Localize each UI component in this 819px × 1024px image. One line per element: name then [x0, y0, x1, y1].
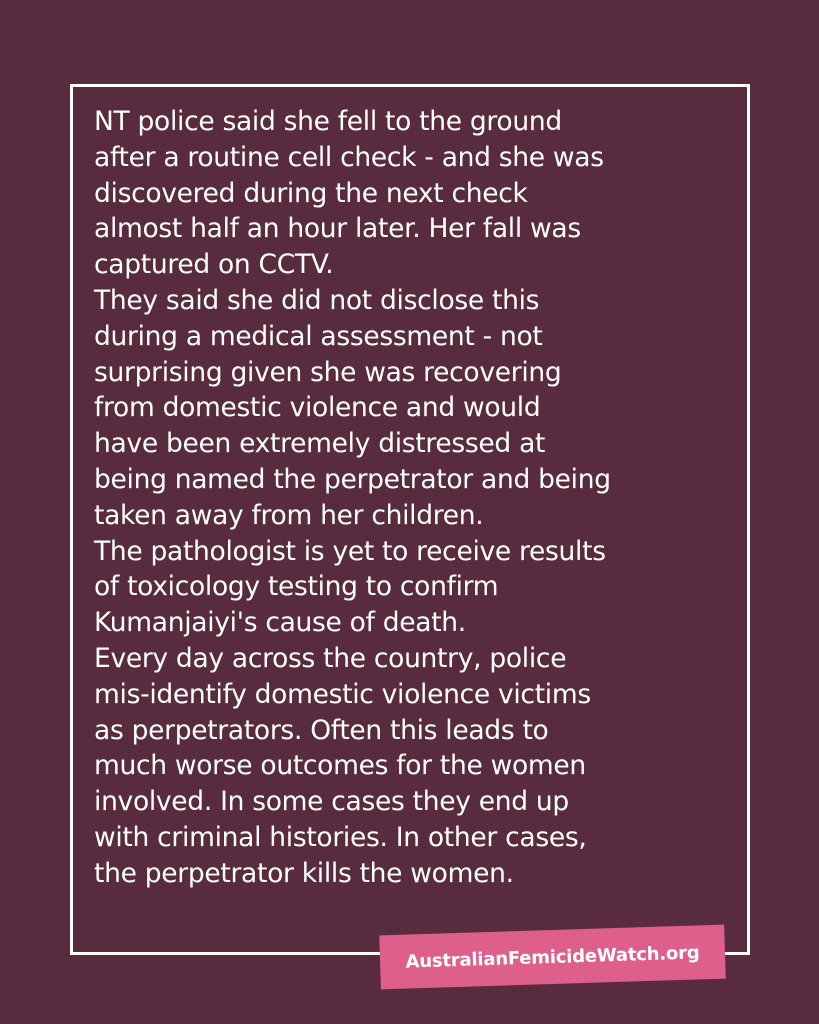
paragraph-3: The pathologist is yet to receive results of toxicology testing to confirm Kumanjaiyi's cause of death. — [94, 535, 606, 639]
website-badge — [379, 925, 726, 990]
paragraph-2: They said she did not disclose this during a medical assessment - not surprising given she was recovering from domestic violence and would have been extremely distressed at being named the perpetrator and being taken away from her children. — [94, 284, 611, 531]
paragraph-1: NT police said she fell to the ground after a routine cell check - and she was discovered during the next check almost half an hour later. Her fall was captured on CCTV. — [94, 106, 604, 281]
website-badge-label: AustralianFemicideWatch.org — [405, 941, 700, 973]
paragraph-4: Every day across the country, police mis-identify domestic violence victims as perpetrators. Often this leads to much worse outcomes for the women involved. In some cases they end up with criminal histories. In other cases, the perpetrator kills the women. — [94, 642, 591, 889]
article-text — [94, 104, 734, 892]
